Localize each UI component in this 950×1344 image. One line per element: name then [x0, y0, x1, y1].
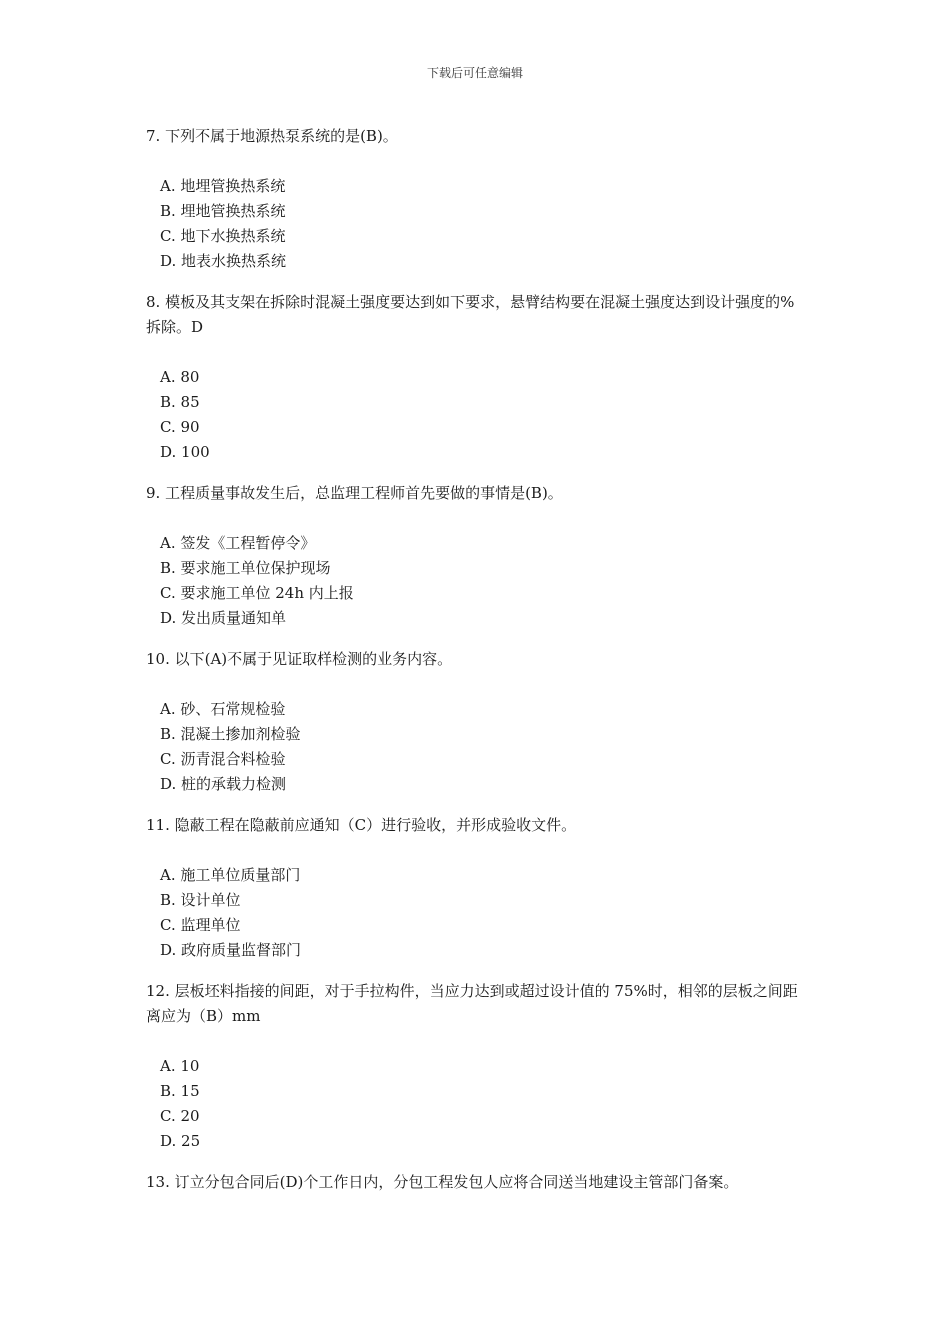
question-9-options: [160, 531, 354, 631]
option-d: D. 发出质量通知单: [160, 609, 287, 627]
option-d: D. 政府质量监督部门: [160, 941, 302, 959]
option-c: C. 监理单位: [160, 916, 241, 934]
option-b: B. 85: [160, 393, 200, 411]
option-b: B. 设计单位: [160, 891, 241, 909]
question-7: 7. 下列不属于地源热泵系统的是(B)。: [146, 127, 398, 145]
question-8: 8. 模板及其支架在拆除时混凝土强度要达到如下要求，悬臂结构要在混凝土强度达到设计强度的%拆除。D: [146, 293, 795, 336]
option-c: C. 20: [160, 1107, 200, 1125]
option-c: C. 90: [160, 418, 200, 436]
question-7-options: [160, 174, 286, 274]
option-d: D. 地表水换热系统: [160, 252, 287, 270]
option-b: B. 要求施工单位保护现场: [160, 559, 331, 577]
question-10: 10. 以下(A)不属于见证取样检测的业务内容。: [146, 650, 453, 668]
option-b: B. 15: [160, 1082, 200, 1100]
question-12: 12. 层板坯料指接的间距，对于手拉构件，当应力达到或超过设计值的 75%时，相邻的层板之间距离应为（B）mm: [146, 982, 798, 1025]
page-header: 下载后可任意编辑: [426, 66, 523, 80]
option-c: C. 沥青混合料检验: [160, 750, 286, 768]
option-a: A. 砂、石常规检验: [160, 700, 286, 718]
option-a: A. 签发《工程暂停令》: [160, 534, 316, 552]
option-a: A. 施工单位质量部门: [160, 866, 301, 884]
option-b: B. 埋地管换热系统: [160, 202, 286, 220]
option-c: C. 要求施工单位 24h 内上报: [160, 584, 354, 602]
question-12-options: [160, 1054, 200, 1154]
option-d: D. 桩的承载力检测: [160, 775, 287, 793]
option-b: B. 混凝土掺加剂检验: [160, 725, 301, 743]
question-13: 13. 订立分包合同后(D)个工作日内，分包工程发包人应将合同送当地建设主管部门备案。: [146, 1173, 739, 1191]
question-9: 9. 工程质量事故发生后，总监理工程师首先要做的事情是(B)。: [146, 484, 563, 502]
option-d: D. 25: [160, 1132, 201, 1150]
option-a: A. 地埋管换热系统: [160, 177, 286, 195]
option-a: A. 80: [160, 368, 200, 386]
option-c: C. 地下水换热系统: [160, 227, 286, 245]
question-11-options: [160, 863, 301, 963]
option-d: D. 100: [160, 443, 210, 461]
option-a: A. 10: [160, 1057, 200, 1075]
question-8-options: [160, 365, 210, 465]
question-11: 11. 隐蔽工程在隐蔽前应通知（C）进行验收，并形成验收文件。: [146, 816, 577, 834]
question-10-options: [160, 697, 301, 797]
